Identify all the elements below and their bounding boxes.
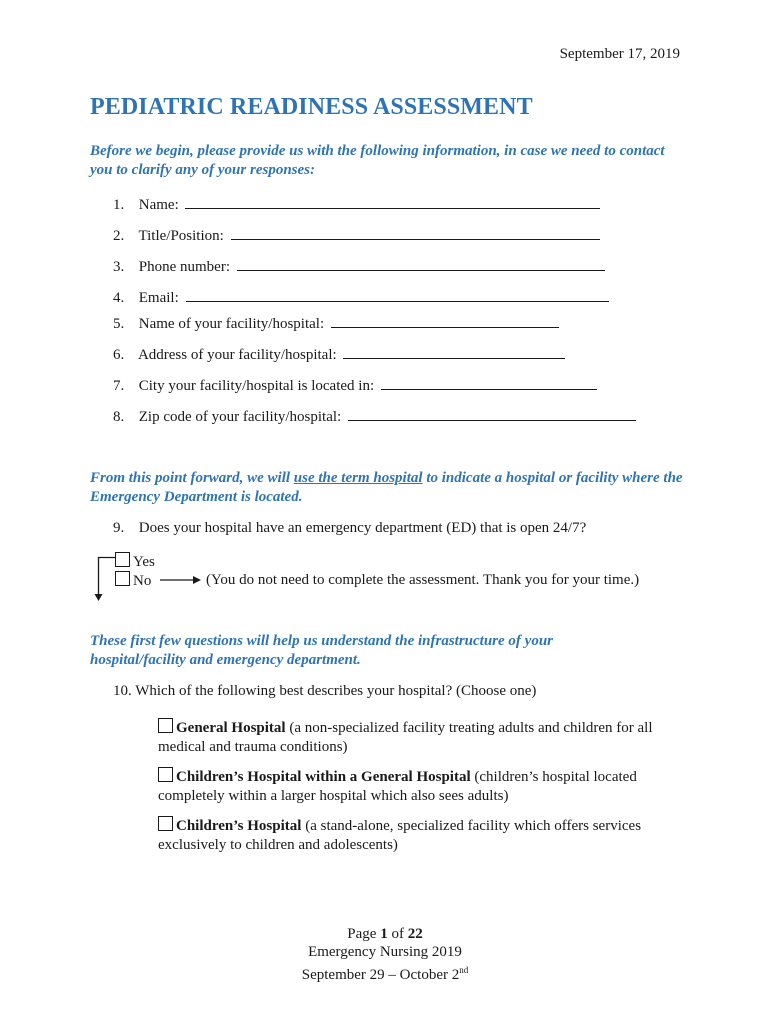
question-name xyxy=(113,195,600,215)
question-number: 7. xyxy=(113,378,125,394)
footer-dates xyxy=(0,961,770,984)
question-label: Name of your facility/hospital: xyxy=(138,316,325,332)
option-description: (children’s hospital located completely within a larger hospital which also sees adults) xyxy=(158,769,637,804)
question-label: Address of your facility/hospital: xyxy=(137,347,337,363)
childrens-within-general-checkbox[interactable] xyxy=(158,767,173,782)
page-current: 1 xyxy=(380,926,388,942)
document-date: September 17, 2019 xyxy=(559,46,680,62)
question-text: Does your hospital have an emergency department (ED) that is open 24/7? xyxy=(138,520,587,536)
yes-checkbox[interactable] xyxy=(115,552,130,567)
facility-name-field[interactable] xyxy=(331,314,559,328)
question-number: 3. xyxy=(113,259,125,275)
option-title: General Hospital xyxy=(176,720,286,736)
question-number: 4. xyxy=(113,290,125,306)
page-word: Page xyxy=(347,926,377,942)
page-number xyxy=(0,925,770,943)
option-childrens-within-general xyxy=(158,767,678,806)
footer-event: Emergency Nursing 2019 xyxy=(308,944,462,960)
page-total: 22 xyxy=(407,926,423,942)
question-label: City your facility/hospital is located in: xyxy=(138,378,375,394)
intro-hospital-term-start: From this point forward, we will xyxy=(90,470,294,486)
right-arrow-icon xyxy=(159,573,203,587)
option-title: Children’s Hospital within a General Hospital xyxy=(176,769,471,785)
facility-city-field[interactable] xyxy=(381,376,597,390)
question-label: Title/Position: xyxy=(138,228,224,244)
option-label: No xyxy=(133,573,152,589)
intro-hospital-term-end: to indicate a hospital or facility where the Emergency Department is located. xyxy=(90,470,683,505)
question-label: Name: xyxy=(138,197,179,213)
question-facility-name xyxy=(113,314,559,334)
option-title: Children’s Hospital xyxy=(176,818,302,834)
question-9 xyxy=(113,519,586,538)
question-label: Zip code of your facility/hospital: xyxy=(138,409,342,425)
email-field[interactable] xyxy=(186,288,609,302)
question-label: Phone number: xyxy=(138,259,230,275)
intro-infrastructure: These first few questions will help us understand the infrastructure of your hospital/facility and emergency department. xyxy=(90,633,553,668)
page-title: PEDIATRIC READINESS ASSESSMENT xyxy=(90,94,533,120)
question-title-position xyxy=(113,226,600,246)
question-number: 1. xyxy=(113,197,125,213)
footer-dates-text: September 29 – October 2 xyxy=(301,967,460,983)
intro-contact-instructions: Before we begin, please provide us with the following information, in case we need to contact you to clarify any of your responses: xyxy=(90,143,665,178)
facility-address-field[interactable] xyxy=(343,345,565,359)
option-label: Yes xyxy=(133,554,155,570)
intro-hospital-term-underlined: use the term hospital xyxy=(293,470,423,486)
phone-number-field[interactable] xyxy=(237,257,605,271)
question-number: 8. xyxy=(113,409,125,425)
name-field[interactable] xyxy=(185,195,600,209)
question-10 xyxy=(113,682,536,701)
title-position-field[interactable] xyxy=(231,226,600,240)
question-phone-number xyxy=(113,257,605,277)
page-of: of xyxy=(391,926,404,942)
footer-dates-sup: nd xyxy=(459,965,469,975)
question-facility-zip xyxy=(113,407,636,427)
question-number: 5. xyxy=(113,316,125,332)
question-text: Which of the following best describes your hospital? (Choose one) xyxy=(135,683,537,699)
option-general-hospital xyxy=(158,718,678,757)
question-number: 6. xyxy=(113,347,125,363)
question-facility-city xyxy=(113,376,597,396)
option-yes xyxy=(115,552,155,572)
question-number: 9. xyxy=(113,520,125,536)
childrens-hospital-checkbox[interactable] xyxy=(158,816,173,831)
general-hospital-checkbox[interactable] xyxy=(158,718,173,733)
option-childrens-hospital xyxy=(158,816,678,855)
facility-zip-field[interactable] xyxy=(348,407,636,421)
option-no xyxy=(115,571,151,591)
option-description: (a non-specialized facility treating adults and children for all medical and trauma conditions) xyxy=(158,720,653,755)
no-option-note: (You do not need to complete the assessment. Thank you for your time.) xyxy=(206,572,640,588)
question-number: 10. xyxy=(113,683,132,699)
question-facility-address xyxy=(113,345,565,365)
question-email xyxy=(113,288,609,308)
question-number: 2. xyxy=(113,228,125,244)
no-checkbox[interactable] xyxy=(115,571,130,586)
question-label: Email: xyxy=(138,290,179,306)
option-description: (a stand-alone, specialized facility which offers services exclusively to children and adolescents) xyxy=(158,818,642,853)
intro-hospital-term xyxy=(90,469,690,507)
